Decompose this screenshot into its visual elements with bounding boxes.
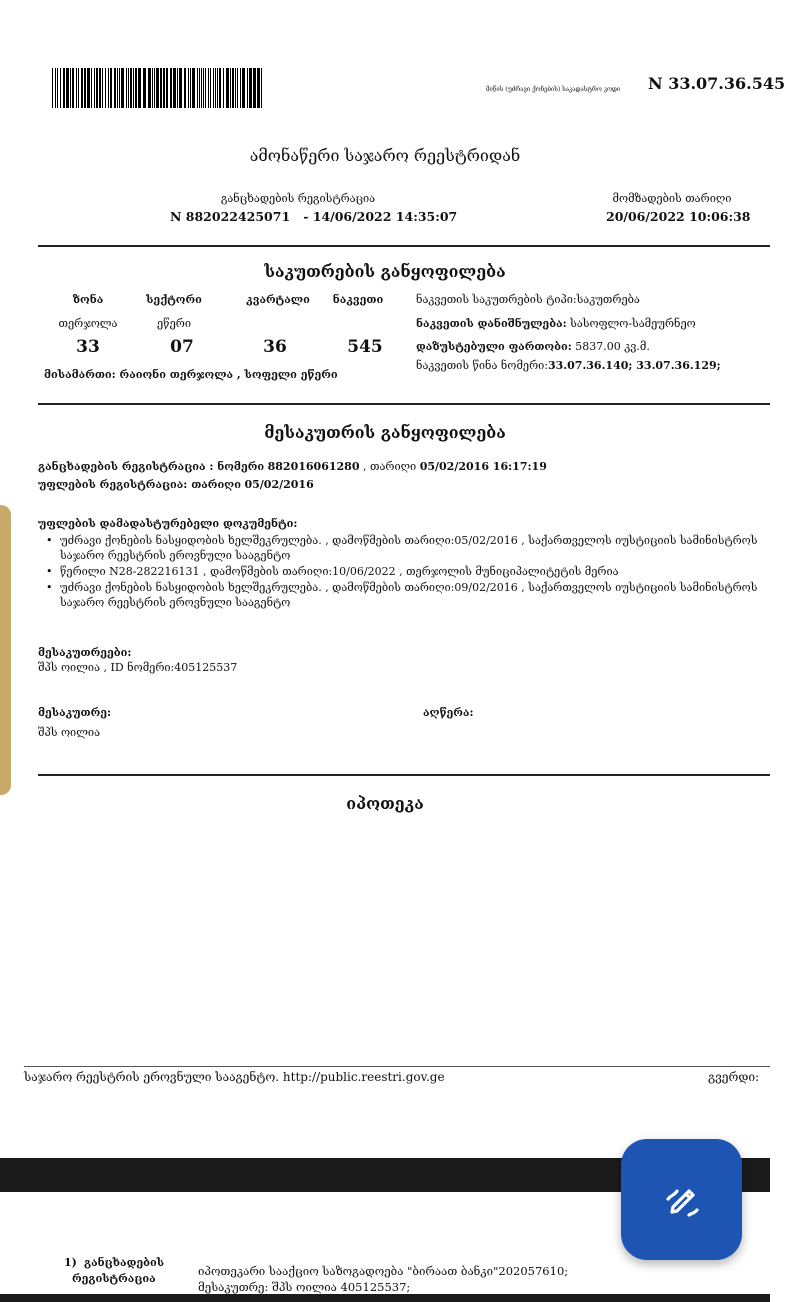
docs-list <box>38 533 758 611</box>
owner-label: მესაკუთრე: <box>38 706 112 719</box>
prev-value: 33.07.36.140; 33.07.36.129; <box>548 359 721 372</box>
zone-label: ზონა <box>72 293 104 306</box>
purpose-value: სასოფლო-სამეურნეო <box>570 317 696 330</box>
edit-fab-button[interactable] <box>621 1139 742 1260</box>
owners-value: შპს ოილია , ID ნომერი:405125537 <box>38 661 238 674</box>
sector-label: სექტორი <box>146 293 202 306</box>
area-label: დაზუსტებული ფართობი: <box>416 340 572 353</box>
app-reg-date-prefix: , თარიღი <box>362 460 417 473</box>
mortgage-section-title: იპოთეკა <box>346 794 424 813</box>
footer-page-label: გვერდი: <box>708 1070 760 1084</box>
docs-label: უფლების დამადასტურებელი დოკუმენტი: <box>38 517 298 530</box>
prev-label: ნაკვეთის წინა ნომერი: <box>416 359 548 372</box>
side-drawer-handle[interactable] <box>0 505 11 795</box>
next-line-1: იპოთეკარი სააქციო საზოგადოება "ბირაათ ბანკი"202057610; <box>198 1264 569 1278</box>
owner-section-title: მესაკუთრის განყოფილება <box>264 423 506 442</box>
list-item: • უძრავი ქონების ნასყიდობის ხელშეკრულება. , დამოწმების თარიღი:09/02/2016 , საქართველოს იუსტიციის სამინისტროს საჯარო რეესტრის ეროვნული სააგენტო <box>38 580 758 610</box>
zone-num: 33 <box>76 337 100 357</box>
area-unit: კვ.მ. <box>624 340 650 353</box>
pen-edit-icon <box>659 1177 705 1223</box>
ownership-type: ნაკვეთის საკუთრების ტიპი:საკუთრება <box>416 293 640 306</box>
footer-rule <box>24 1066 770 1067</box>
sector-name: ეწერი <box>157 317 191 330</box>
item-label-2: რეგისტრაცია <box>72 1272 156 1285</box>
address: მისამართი: რაიონი თერჯოლა , სოფელი ეწერი <box>44 368 338 381</box>
barcode <box>52 68 264 108</box>
list-item: • უძრავი ქონების ნასყიდობის ხელშეკრულება. , დამოწმების თარიღი:05/02/2016 , საქართველოს იუსტიციის სამინისტროს საჯარო რეესტრის ეროვნული სააგენტო <box>38 533 758 563</box>
reg-label: განცხადების რეგისტრაცია <box>220 192 376 205</box>
app-reg-date: 05/02/2016 16:17:19 <box>419 460 547 473</box>
reg-value: N 882022425071 - 14/06/2022 14:35:07 <box>170 209 458 224</box>
next-line-2: მესაკუთრე: შპს ოილია 405125537; <box>198 1280 411 1294</box>
purpose-label: ნაკვეთის დანიშნულება: <box>416 317 567 330</box>
property-section-title: საკუთრების განყოფილება <box>264 262 506 281</box>
right-reg-date: 05/02/2016 <box>244 478 314 491</box>
app-reg-prefix: განცხადების რეგისტრაცია : ნომერი <box>38 460 265 473</box>
item-num: 1) <box>64 1256 77 1269</box>
parcel-label: ნაკვეთი <box>332 293 384 306</box>
list-item: • წერილი N28-282216131 , დამოწმების თარიღი:10/06/2022 , თერჯოლის მუნიციპალიტეტის მერია <box>38 564 758 579</box>
page-title: ამონაწერი საჯარო რეესტრიდან <box>249 146 521 165</box>
doc-number: N 33.07.36.545 <box>648 74 785 93</box>
divider <box>38 245 770 247</box>
right-reg-prefix: უფლების რეგისტრაცია: თარიღი <box>38 478 241 491</box>
footer-agency: საჯარო რეესტრის ეროვნული სააგენტო. http://public.reestri.gov.ge <box>24 1070 445 1084</box>
bottom-bar <box>0 1294 770 1302</box>
owners-label: მესაკუთრეები: <box>38 646 132 659</box>
app-reg-num: 882016061280 <box>267 460 360 473</box>
sector-num: 07 <box>170 337 194 357</box>
area-value: 5837.00 <box>575 340 621 353</box>
doc-number-label: მიწის (უძრავი ქონების) საკადასტრო კოდი <box>486 86 621 93</box>
owner-value: შპს ოილია <box>38 726 101 739</box>
quarter-label: კვარტალი <box>246 293 310 306</box>
item-label-1: განცხადების <box>84 1256 165 1269</box>
prep-label: მომზადების თარიღი <box>612 192 732 205</box>
quarter-num: 36 <box>263 337 287 357</box>
divider <box>38 774 770 776</box>
parcel-num: 545 <box>347 337 383 357</box>
divider <box>38 403 770 405</box>
zone-name: თერჯოლა <box>58 317 118 330</box>
description-label: აღწერა: <box>423 706 474 719</box>
prep-value: 20/06/2022 10:06:38 <box>606 209 751 224</box>
